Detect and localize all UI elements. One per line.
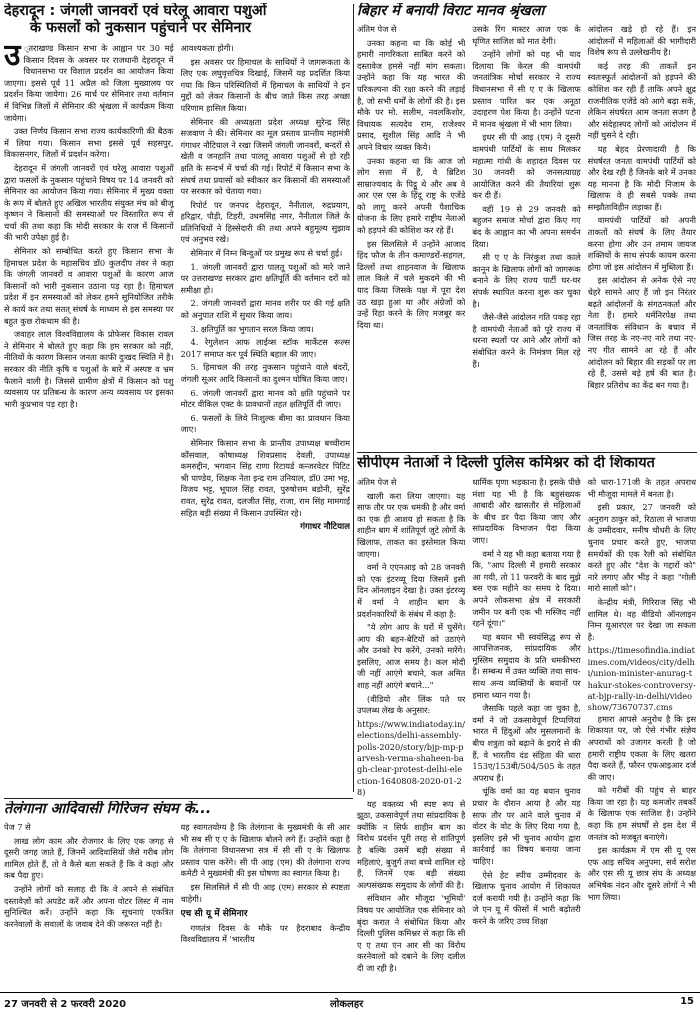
paragraph: इस सिलसिले में सी पी आइ (एम) सरकार से स्पष्टता चाहेगी। [180,881,350,904]
demand-item: 1. जंगली जानवरों द्वारा पालतू पशुओं को मारे जाने पर उत्तराखण्ड सरकार द्वारा क्षतिपूर्ति की वर्तमान दरों को समीक्षा हो। [180,261,350,295]
masthead: लोकलहर [330,999,364,1010]
story1-column-1 [4,43,174,788]
paragraph: वर्मा ने यह भी कहा बताया गया है कि, "आप दिल्ली में हमारी सरकार आ गयी, तो 11 फरवरी के बाद मुझे बस एक महीने का समय दे दिया। अपने लोकसभा क्षेत्र में सरकारी जमीन पर बनी एक भी मस्जिद नहीं रहने दूंगा।" [472,548,581,629]
paragraph: जैसाकि पहले कहा जा चुका है, वर्मा ने जो उकसावेपूर्ण टिप्पणियां भारत में हिंदुओं और मुसलमानों के बीच शत्रुता को बढ़ाने के इरादे से की हैं, वे भारतीय दंड संहिता की धारा 153ए/153बी/504/505 के तहत अपराध हैं। [472,703,581,783]
paragraph: आवश्यकता होगी। [180,42,234,53]
column-rule [353,4,354,792]
page-footer [0,992,700,1012]
paragraph: सेमिनार की अध्यक्षता प्रदेश अध्यक्ष सुरेन्द्र सिंह सजवाण ने की। सेमिनार का मूल प्रस्ताव प्रान्तीय महामंत्री गंगाधर नौटियाल ने रखा जिसमें जंगली जानवरों, बन्दरों से खेती व जनहानि तथा पालतू आवारा पशुओं से हो रही क्षति के सन्दर्भ में चर्चा की गई। रिपोर्ट में किसान सभा के संघर्ष तथा प्रयासों को स्वीकार कर किसानों की समस्याओं पर सरकार को चेताया गया। [180,116,350,197]
demand-item: 2. जंगली जानवरों द्वारा मानव शरीर पर की गई क्षति को अनुपात राशि में सुधार किया जाय। [180,298,350,321]
demand-item: 3. क्षतिपूर्ति का भुगतान सरल किया जाय। [190,323,314,334]
paragraph: यह बेहद प्रेरणादायी है कि संघर्षरत जनता वामपंथी पार्टियों को और देख रही है जिनके बारे में उनका यह मानना है कि मोदी निजाम के खिलाफ वे ही सबसे पक्के तथा सम्झौताविहीन लड़ाका हैं। [587,143,696,212]
paragraph: सेमिनार को सम्बोधित करते हुए किसान सभा के हिमाचल प्रदेश के महासचिव डॉ0 कुलदीप तंवर ने कहा कि जंगली जानवरों व आवारा पशुओं के कारण आज किसानों को भारी नुकसान उठाना पड़ रहा है। हिमाचल प्रदेश में इन समस्याओं को लेकर हमने सुनियोजित तरीके से कार्य कर तथा सतत् संघर्ष के माध्यम से इस समस्या पर बहुत कुछ रोकथाम की है। [4,246,174,326]
paragraph: इसी प्रकार, 27 जनवरी को अनुराग ठाकुर को, रिठाला से भाजपा के उम्मीदवार, मनीष चौधरी के लिए चुनाव प्रचार करते हुए, भाजपा समर्थकों की एक रैली को संबोधित करते हुए और "देश के गद्दारों को" नारे लगाए और भीड़ ने कहा "गोली मारो सालों को"। [587,502,696,594]
video-link[interactable]: https://timesofindia.indiatimes.com/videos/city/delhi/union-minister-anurag-thakur-stokes-controversy-at-bjp-rally-in-delhi/videoshow/73670737.cms [587,645,696,713]
paragraph: गणतंत्र दिवस के मौके पर हैदराबाद केन्द्रीय विश्वविद्यालय में 'भारतीय [180,922,350,945]
issue-date: 27 जनवरी से 2 फरवरी 2020 [4,999,127,1010]
demand-item: 5. हिमाचल की तरह नुकसान पहुंचाने वाले बंदरों, जंगली सूअर आदि किसानों का दुश्मन घोषित किया जाए। [180,362,350,384]
continued-from: अंतिम पेज से [357,23,397,34]
paragraph: रिपोर्ट पर जनपद देहरादून, नैनीताल, रुद्रप्रयाग, हरिद्वार, पौड़ी, टिहरी, उधमसिंह नगर, नैनीताल जिले के प्रतिनिधियों ने हिस्सेदारी की तथा अपने बहुमूल्य सुझाव एवं अनुभव रखे। [180,199,350,245]
paragraph: उन्होंने लोगों को यह भी याद दिलाया कि केरल की वामपंथी जनतांत्रिक मोर्चा सरकार ने राज्य विधानसभा में सी ए ए के खिलाफ प्रस्ताव पारित कर एक अनूठा उदाहरण पेश किया है। उन्होंने पटना में मानव श्रृंखला में भी भाग लिया। [472,49,581,129]
paragraph: आंदोलन खड़े हो रहे हैं। इन आंदोलनों में महिलाओं की भागीदारी विशेष रूप से उल्लेखनीय है। [587,23,696,58]
paragraph: उन्होंने लोगों को सलाह दी कि वे अपने से संबंधित दस्तावेज़ों को अपडेट करें और अपना वोटर लिस्ट में नाम सुनिश्चित करें। उन्होंने कहा कि सूचनाएं एकत्रित करनेवालों के सवालों के जवाब देने की जरूरत नहीं है। [4,883,174,929]
byline: गंगाधर नौटियाल [300,522,350,533]
paragraph: जवाहर लाल विश्वविद्यालय के प्रोफेसर विकास रावल ने सेमिनार मे बोलते हुए कहा कि हम सरकार को नहीं, नीतियों के कारण किसान जनता काफी दुःखद स्थिति में है। सरकार की नीति कृषि व पशुओं के बारे में अस्पष्ट व भ्रम फैलाने वाली है। जिससे ग्रामीण क्षेत्रों में किसान को पशु व्यवसाय पर प्रतिबन्ध के कारण अन्य व्यवसाय पर इसका भारी कुप्रभाव पड़ रहा है। [4,329,174,409]
source-link[interactable]: https://www.indiatoday.in/elections/delhi-assembly-polls-2020/story/bjp-mp-parvesh-verma-shaheen-bagh-clear-protest-delhi-election-1640808-2020-01-28) [357,718,465,798]
story-dehradun-seminar [4,3,350,798]
paragraph: उक्त निर्णय किसान सभा राज्य कार्यकारिणी की बैठक में लिया गया। किसान सभा इससे पूर्व सहसपुर, विकासनगर, जिलों में प्रदर्शन करेगा। [4,126,174,160]
subheading: एच सी यू में सेमिनार [180,909,248,920]
section-rule [4,798,353,799]
paragraph: केन्द्रीय मंत्री, गिरिराज सिंह भी शामिल थे। वह वीडियो ऑनलाइन निम्न यूआरएल पर देखा जा सकता है: [587,596,696,642]
paragraph: ऐसे हेट स्पीच उम्मीदवार के खिलाफ चुनाव आयोग में शिकायत दर्ज करायी गयी है। उन्होंने कहा कि जे एन यू में फीसों में भारी बढ़ोतरी करने के जरिए उच्च शिक्षा [472,869,581,926]
story-bihar-human-chain [357,3,696,451]
story3-column-2 [472,477,580,982]
paragraph: वामपंथी पार्टियों को अपनी ताकतों को संघर्ष के लिए तैयार करना होगा और उन तमाम जायज शक्तियों के साथ संपर्क कायम करना होगा जो इस आंदोलन में मुब्तिला हैं। [587,215,696,272]
paragraph: वर्मा ने एएनआइ को 28 जनवरी को एक इंटरव्यू दिया जिसमें इसी दिन ऑनलाइन देखा है। उक्त इंटरव्यू में वर्मा ने शाहीन बाग के प्रदर्शनकारियों के संबंध में कहा है: [357,562,466,619]
headline: बिहार में बनायी विराट मानव श्रृंखला [357,3,545,19]
story2-column-3 [588,24,696,444]
paragraph: संविधान और मौजूदा 'भूमियों' विषय पर आयोजित एक सेमिनार को बृंदा करात ने संबोधित किया और दिल्ली पुलिस कमिश्नर से कहा कि सी ए ए तथा एन आर सी का विरोध करनेवालों को दबाने के लिए दलील दी जा रही है। [357,893,466,974]
paragraph: वहीं 19 से 29 जनवरी को बहुजन समाज मोर्चा द्वारा किए गए बंद के आह्वान का भी अपना समर्थन दिया। [472,203,581,249]
page-number: 15 [680,996,694,1007]
headline-line2: के फसलों को नुकसान पहुंचाने पर सेमिनार [30,19,252,36]
story3-column-3 [588,477,696,982]
story2-column-2 [472,24,580,444]
story1-column-2 [181,43,351,788]
paragraph: कई तरह की ताकतें इन स्वतःस्फूर्त आंदोलनों को हड़पने की कोशिश कर रही हैं ताकि अपने क्षुद्र राजनीतिक एजेंडे को आगे बढ़ा सकें, लेकिन संघर्षरत आम जनता सजग है और संदेहास्पद लोगों को आंदोलन में नहीं घुसने दे रही। [587,60,696,141]
paragraph: इस सिलसिले में उन्होंने आजाद हिंद फौज के तीन कमाण्डरों-सहगल, ढिल्लों तथा शाहनवाज के खिलाफ लाल किले में चले मुकदमे की भी याद किया जिसके पक्ष में पूरा देश उठ खड़ा हुआ था और अंग्रेजों को उन्हें रिहा करने के लिए मजबूर कर दिया था। [357,238,466,330]
story2-column-1 [357,24,465,444]
continued-from: पेज 7 से [4,821,31,832]
paragraph: को गरीबों की पहुंच से बाहर किया जा रहा है। यह कमजोर तबकों के खिलाफ एक साजिश है। उन्होंने कहा कि हम संघर्षों से इस देश में जनतंत्र को मजबूत बनाएंगे। [587,785,696,842]
paragraph: इस आंदोलन से अनेक ऐसे नए चेहरे सामने आए हैं जो इन निरंतर बढ़ते आंदोलनों के संगठनकर्ता और नेता हैं। हमारे धर्मनिरपेक्ष तथा जनतांत्रिक संविधान के बचाव में जिस तरह के नए-नए नारे तथा नए-नए गीत सामने आ रहे हैं और आंदोलन को बिहार की सड़कों पर ला रहे हैं, उससे बड़े हर्ष की बात है। बिहार प्रतिरोध का केंद्र बन गया है। [587,275,696,390]
demand-item: 6. फसलों के लिये निःशुल्क बीमा का प्रावधान किया जाए। [180,412,350,435]
headline: तेलंगाना आदिवासी गिरिजन संघम के... [4,801,212,817]
demand-item: 4. रेगुलेशन आफ लाईव्स स्टॉक मार्केटस रूल्स 2017 समाप्त कर पूर्व स्थिति बहाल की जाए। [180,337,350,359]
paragraph: चूंकि वर्मा का यह बयान चुनाव प्रचार के दौरान आया है और यह साफ तौर पर आने वाले चुनाव में वोटर के वोट के लिए दिया गया है, इसलिए इसे भी चुनाव आयोग द्वारा कार्रवाई का विषय बनाया जाना चाहिए। [472,786,581,866]
paragraph: उनका कहना था कि आज जो लोग सत्ता में हैं, वे ब्रिटिश साम्राज्यवाद के पिट्ठू थे और अब वे आर एस एस के हिंदू राष्ट्र के एजेंडे को लागू करने अपनी पैशाचिक योजना के लिए हमारे राष्ट्रीय नेताओं को हड़पने की कोशिश कर रहे हैं। [357,155,466,236]
paragraph: सेमिनार में निम्न बिन्दुओं पर प्रमुख रूप से चर्चा हुई। [190,248,343,259]
section-rule [357,452,697,453]
paragraph: सेमिनार किसान सभा के प्रान्तीय उपाध्यक्ष बच्चीराम कौंसवाल, कोषाध्यक्ष शिवप्रसाद देवली, उपाध्यक्ष कमरुद्दीन, भगवान सिंह राणा रिटायर्ड कन्जरवेटर पिटिट श्री पाण्डेय, शिक्षक नेता इन्द्र राम उनियाल, डॉ0 उमा भट्ट, विजय भट्ट, भूपाल सिंह रावत, पुरुषोत्तम बडोनी, सुरेंद्र रावत, सुरेंद्र रावत, दलजीत सिंह, राजा, राम सिंह मामगाईं सहित बड़ी संख्या में किसान उपस्थित रहे। [180,437,350,518]
paragraph: यह स्वागतयोग्य है कि तेलंगाना के मुख्यमंत्री के सी आर भी सब सी ए ए के खिलाफ बोलने लगे हैं। उन्होंने कहा है कि तेलंगाना विधानसभा सत्र में सी सी ए के खिलाफ प्रस्ताव पास करेंगे। सी पी आइ (एम) की तेलंगाना राज्य कमेटी ने मुख्यमंत्री की इस घोषणा का स्वागत किया है। [180,821,350,879]
paragraph: देहरादून में जंगली जानवरों एवं घरेलू आवारा पशुओं द्वारा फसलों के नुकसान पहुंचाने विषय पर 14 जनवरी को सेमिनार का आयोजन किया गया। सेमिनार में मुख्य वक्ता के रूप में बोलते हुए अखिल भारतीय संयुक्त मंच को बीजू कृष्णन ने किसानों की समस्याओं पर विस्तारित रूप से चर्चा की तथा कहा कि मोदी सरकार के राज में किसानों की भारी उपेक्षा हुई है। [4,162,174,243]
paragraph: जैसे-जैसे आंदोलन गति पकड़ रहा है वामपंथी नेताओं को पूरे राज्य में धरना स्थलों पर आने और लोगों को संबोधित करने के निमंत्रण मिल रहे हैं। [472,312,581,369]
paragraph: खाली करा लिया जाएगा। यह साफ तौर पर एक धमकी है और वर्मा का एक ही आशय हो सकता है कि शाहीन बाग में शांतिपूर्ण जुटे लोगों के खिलाफ, ताकत का इस्तेमाल किया जाएगा। [357,490,466,559]
paragraph: ्तराखण्ड किसान सभा के आह्वान पर 30 मई किसान दिवस के अवसर पर राजधानी देहरादून में विधानसभा पर विशाल प्रदर्शन का आयोजन किया जाएगा। इससे पूर्व 11 अप्रैल को जिला मुख्यालय पर प्रदर्शन किया जायेगा। 26 मार्च पर सेमिनार तथा वर्तमान में विभिन्न जिलों में सेमिनार की श्रृंखला में कार्यक्रम किया जायेगा। [4,42,174,123]
paragraph: धार्मिक घृणा भड़काना है। इसके पीछे मंशा यह भी है कि बहुसंख्यक आबादी और खासतौर से महिलाओं के बीच डर पैदा किया जाए और सांप्रदायिक विभाजन पैदा किया जाए। [472,476,581,545]
story3-column-1 [357,477,465,982]
demand-item: 6. जंगली जानवरों द्वारा मानव को क्षति पहुंचाने पर मोटर वीकिल एक्ट के प्रावधानों तहत क्षतिपूर्ति दी जाए। [180,387,350,410]
quote: "ये लोग आप के घरों में घुसेंगे। आप की बहन-बेटियों को उठाएंगे और उनको रेप करेंगे, उनको मारेंगे। इसलिए, आज समय है। कल मोदी जी नहीं आएंगे बचाने, कल अमित शाह नहीं आएंगे बचाने..." [357,622,466,691]
paragraph: (वीडियो और लिंक पते पर उपलब्ध लेख के अनुसार: [357,693,466,716]
story-cpim-complaint [357,455,696,989]
paragraph: इधर सी पी आइ (एम) ने दूसरी वामपंथी पार्टियों के साथ मिलकर महात्मा गांधी के शहादत दिवस पर 30 जनवरी को जनसत्याग्रह आयोजित करने की तैयारियां शुरू कर दी हैं। [472,132,581,201]
story4-column-1 [4,822,174,987]
paragraph: उसके रिंग मास्टर आज एक के घृणित साजिश को मात देगी। [472,23,581,46]
continued-from: अंतिम पेज से [357,476,397,487]
paragraph: को धारा-171जी के तहत अपराध भी मौजूदा मामले में बनता है। [587,476,696,499]
story4-column-2 [181,822,351,987]
headline: सीपीएम नेताओं ने दिल्ली पुलिस कमिश्नर को दी शिकायत [357,455,655,471]
paragraph: लाख लोग काम और रोजगार के लिए एक जगह से दूसरी जगह जाते हैं, जिनमें आदिवासियों जैसे गरीब लोग शामिल होते हैं, तो वे कैसे बता सकते हैं कि वे कहां और कब पैदा हुए। [4,835,174,881]
paragraph: हमारा आपसे अनुरोध है कि इस शिकायत पर, जो ऐसे गंभीर संज्ञेय अपराधों को उजागर करती है जो हमारी राष्ट्रीय एकता के लिए खतरा पैदा करते हैं, फौरन एफआइआर दर्ज की जाए। [587,713,696,782]
paragraph: उनका कहना था कि कोई भी हमारी नागरिकता साबित करने को दस्तावेज हमसे नहीं मांग सकता। उन्होंने कहा कि यह भारत की परिकल्पना की रक्षा करने की लड़ाई है, जो सभी धर्मों के लोगों की है। इस मौके पर मो. सलीम, नवलकिशोर, विधायक सत्यदेव राम, राजेश्वर प्रसाद, सुशील सिंह आदि ने भी अपने विचार व्यक्त किये। [357,37,466,152]
headline-line1: देहरादून : जंगली जानवरों एवं घरेलू आवारा पशुओं [4,3,267,19]
drop-cap: उ [4,42,21,73]
paragraph: यह बयान भी स्वयंसिद्ध रूप से आपत्तिजनक, सांप्रदायिक और मुस्लिम समुदाय के प्रति धमकीभरा है। सम्बन्ध में उक्त व्यक्ति तथा साथ-साथ अन्य व्यक्तियों के बयानों पर हमारा ध्यान गया है। [472,631,581,700]
paragraph: यह वक्तव्य भी स्पष्ट रूप से झूठा, उकसावेपूर्ण तथा सांप्रदायिक है क्योंकि न सिर्फ शाहीन बाग का विरोध प्रदर्शन पूरी तरह से शांतिपूर्ण है बल्कि उसमें बड़ी संख्या में महिलाएं, बुजुर्ग तथा बच्चे शामिल रहे हैं, जिनमें एक बड़ी संख्या अल्पसंख्यक समुदाय के लोगों की है। [357,798,466,890]
story-telangana [4,801,350,990]
paragraph: इस अवसर पर हिमाचल के साथियों ने जागरूकता के लिए एक लघुवृत्तचित्र दिखाई, जिसमें यह प्रदर्शित किया गया कि किन परिस्थितियों में हिमाचल के साथियों ने इन मुद्दों को लेकर किसानों के बीच जाते किस तरह अच्छा परिणाम हासिल किया। [180,56,350,113]
paragraph: सी ए ए के निरंकुश तथा काले कानून के खिलाफ लोगों को जागरूक बनाने के लिए राज्य पार्टी घर-घर संपर्क स्थापित करना शुरू कर चुका है। [472,252,581,309]
paragraph: इस कार्यक्रम में एम सी यू एस एफ आइ सचिव अनुपमा, सर्व सरोश और एस सी यू छात्र संघ के अध्यक्ष अभिषेक नंदन और दूसरे लोगों ने भी भाग लिया। [587,845,696,902]
